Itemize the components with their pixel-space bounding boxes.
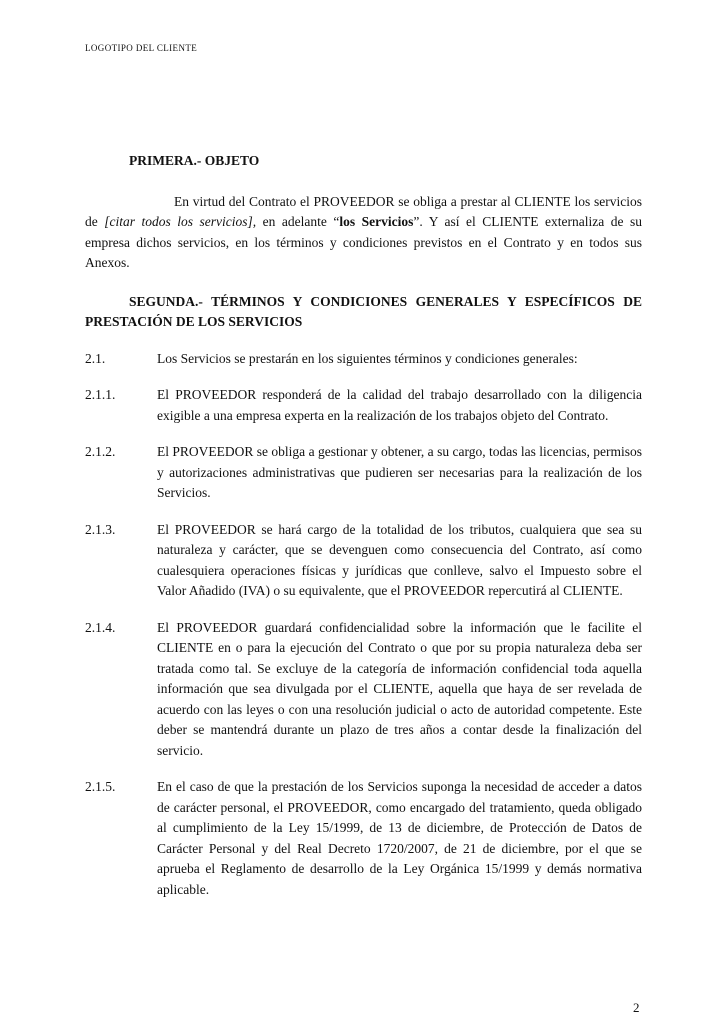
client-logo-placeholder: LOGOTIPO DEL CLIENTE (85, 43, 198, 53)
services-placeholder: [citar todos los servicios], (104, 214, 257, 229)
clause (85, 777, 642, 900)
section-heading-segunda: SEGUNDA.- TÉRMINOS Y CONDICIONES GENERALES Y ESPECÍFICOS DE PRESTACIÓN DE LOS SERVICIOS (85, 293, 642, 329)
clause-text: En el caso de que la prestación de los Servicios suponga la necesidad de acceder a datos de carácter personal, el PROVEEDOR, como encargado del tratamiento, queda obligado al cumplimiento de la Ley 15/1999, de 13 de diciembre, de Protección de Datos de Carácter Personal y del Real Decreto 1720/2007, de 21 de diciembre, por el que se aprueba el Reglamento de desarrollo de la Ley Orgánica 15/1999 y demás normativa aplicable. (157, 779, 642, 897)
document-body (85, 151, 642, 900)
clause (85, 618, 642, 762)
clause-number: 2.1.5. (85, 779, 116, 794)
clause-text: El PROVEEDOR se hará cargo de la totalidad de los tributos, cualquiera que sea su naturaleza y carácter, que se devenguen como consecuencia del Contrato, así como cualesquiera operaciones físicas y jurídicas que conlleve, salvo el Impuesto sobre el Valor Añadido (IVA) o su equivalente, que el PROVEEDOR repercutirá al CLIENTE. (157, 521, 642, 598)
clause (85, 385, 642, 426)
clause-number: 2.1.3. (85, 521, 116, 537)
clause (85, 442, 642, 504)
clause-number: 2.1.4. (85, 619, 116, 635)
clause (85, 349, 642, 370)
clause-text: El PROVEEDOR se obliga a gestionar y obtener, a su cargo, todas las licencias, permisos y autorizaciones administrativas que pudieren ser necesarias para la realización de los Servicios. (157, 444, 642, 500)
clause-number: 2.1. (85, 350, 106, 366)
clause-text: El PROVEEDOR responderá de la calidad del trabajo desarrollado con la diligencia exigible a una empresa experta en la realización de los trabajos objeto del Contrato. (157, 387, 642, 423)
clause-number: 2.1.2. (85, 444, 116, 459)
objeto-text-part1: En virtud del Contrato el PROVEEDOR se obliga a prestar al CLIENTE los servicios de (85, 193, 642, 229)
page-number: 2 (633, 1000, 640, 1015)
defined-term-servicios: los Servicios (339, 214, 414, 229)
objeto-paragraph (85, 192, 642, 274)
clause-number: 2.1.1. (85, 387, 116, 402)
clause-text: Los Servicios se prestarán en los siguientes términos y condiciones generales: (157, 350, 578, 366)
clause-text: El PROVEEDOR guardará confidencialidad sobre la información que le facilite el CLIENTE en o para la ejecución del Contrato o que por su propia naturaleza deba ser tratada como tal. Se excluye de la categoría de información confidencial toda aquella información que sea divulgada por el CLIENTE, aquella que haya de ser revelada de acuerdo con las leyes o con una resolución judicial o acto de autoridad competente. Este deber se mantendrá durante un plazo de tres años a contar desde la finalización del servicio. (157, 619, 642, 758)
section-heading-primera: PRIMERA.- OBJETO (129, 153, 260, 168)
clause (85, 520, 642, 602)
objeto-text-part2: en adelante “ (256, 214, 340, 229)
objeto-text-part3: ”. Y así el CLIENTE externaliza de su empresa dichos servicios, en los términos y condiciones previstos en el Contrato y en todos sus Anexos. (85, 214, 642, 270)
